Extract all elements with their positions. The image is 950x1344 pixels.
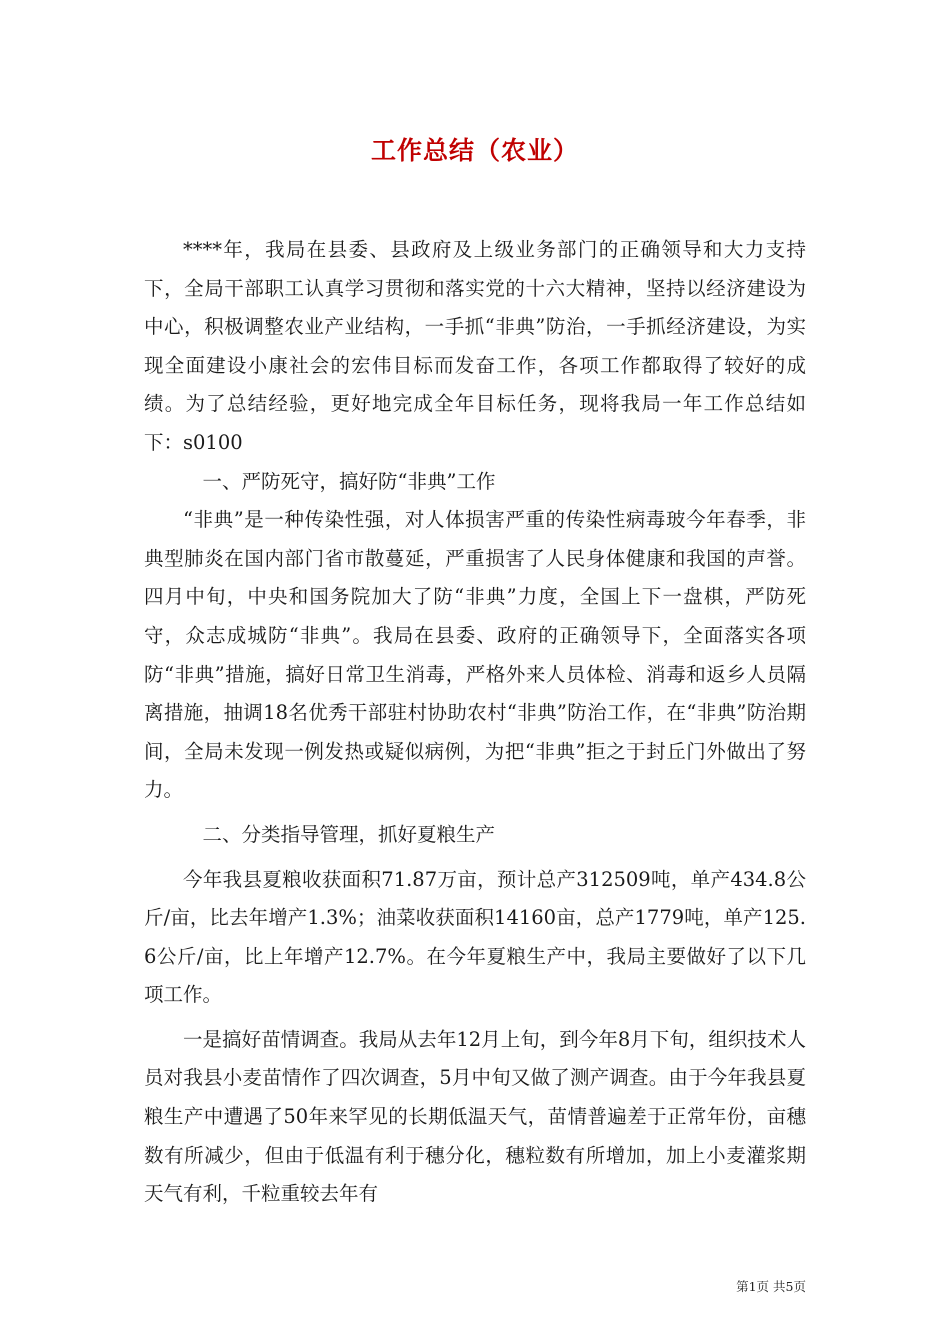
section-heading-1: 一、严防死守，搞好防“非典”工作 <box>202 469 496 493</box>
document-body <box>144 231 806 1214</box>
paragraph-sars: “非典”是一种传染性强，对人体损害严重的传染性病毒玻今年春季，非典型肺炎在国内部门省市散蔓延，严重损害了人民身体健康和我国的声誉。四月中旬，中央和国务院加大了防“非典”力度，全国上下一盘棋，严防死守，众志成城防“非典”。我局在县委、政府的正确领导下，全面落实各项防“非典”措施，搞好日常卫生消毒，严格外来人员体检、消毒和返乡人员隔离措施，抽调18名优秀干部驻村协助农村“非典”防治工作，在“非典”防治期间，全局未发现一例发热或疑似病例，为把“非典”拒之于封丘门外做出了努力。 <box>144 508 806 802</box>
paragraph-harvest: 今年我县夏粮收获面积71.87万亩，预计总产312509吨，单产434.8公斤/亩，比去年增产1.3%；油菜收获面积14160亩，总产1779吨，单产125.6公斤/亩，比上年增产12.7%。在今年夏粮生产中，我局主要做好了以下几项工作。 <box>144 867 806 1007</box>
page-title: 工作总结（农业） <box>370 136 579 165</box>
paragraph-intro: ****年，我局在县委、县政府及上级业务部门的正确领导和大力支持下，全局干部职工认真学习贯彻和落实党的十六大精神，坚持以经济建设为中心，积极调整农业产业结构，一手抓“非典”防治，一手抓经济建设，为实现全面建设小康社会的宏伟目标而发奋工作，各项工作都取得了较好的成绩。为了总结经验，更好地完成全年目标任务，现将我局一年工作总结如下：s0100 <box>144 238 806 454</box>
paragraph-survey: 一是搞好苗情调查。我局从去年12月上旬，到今年8月下旬，组织技术人员对我县小麦苗情作了四次调查，5月中旬又做了测产调查。由于今年我县夏粮生产中遭遇了50年来罕见的长期低温天气，苗情普遍差于正常年份，亩穗数有所减少，但由于低温有利于穗分化，穗粒数有所增加，加上小麦灌浆期天气有利，千粒重较去年有 <box>144 1027 806 1206</box>
section-heading-2: 二、分类指导管理，抓好夏粮生产 <box>202 822 496 846</box>
page-footer: 第1页 共5页 <box>736 1279 806 1294</box>
